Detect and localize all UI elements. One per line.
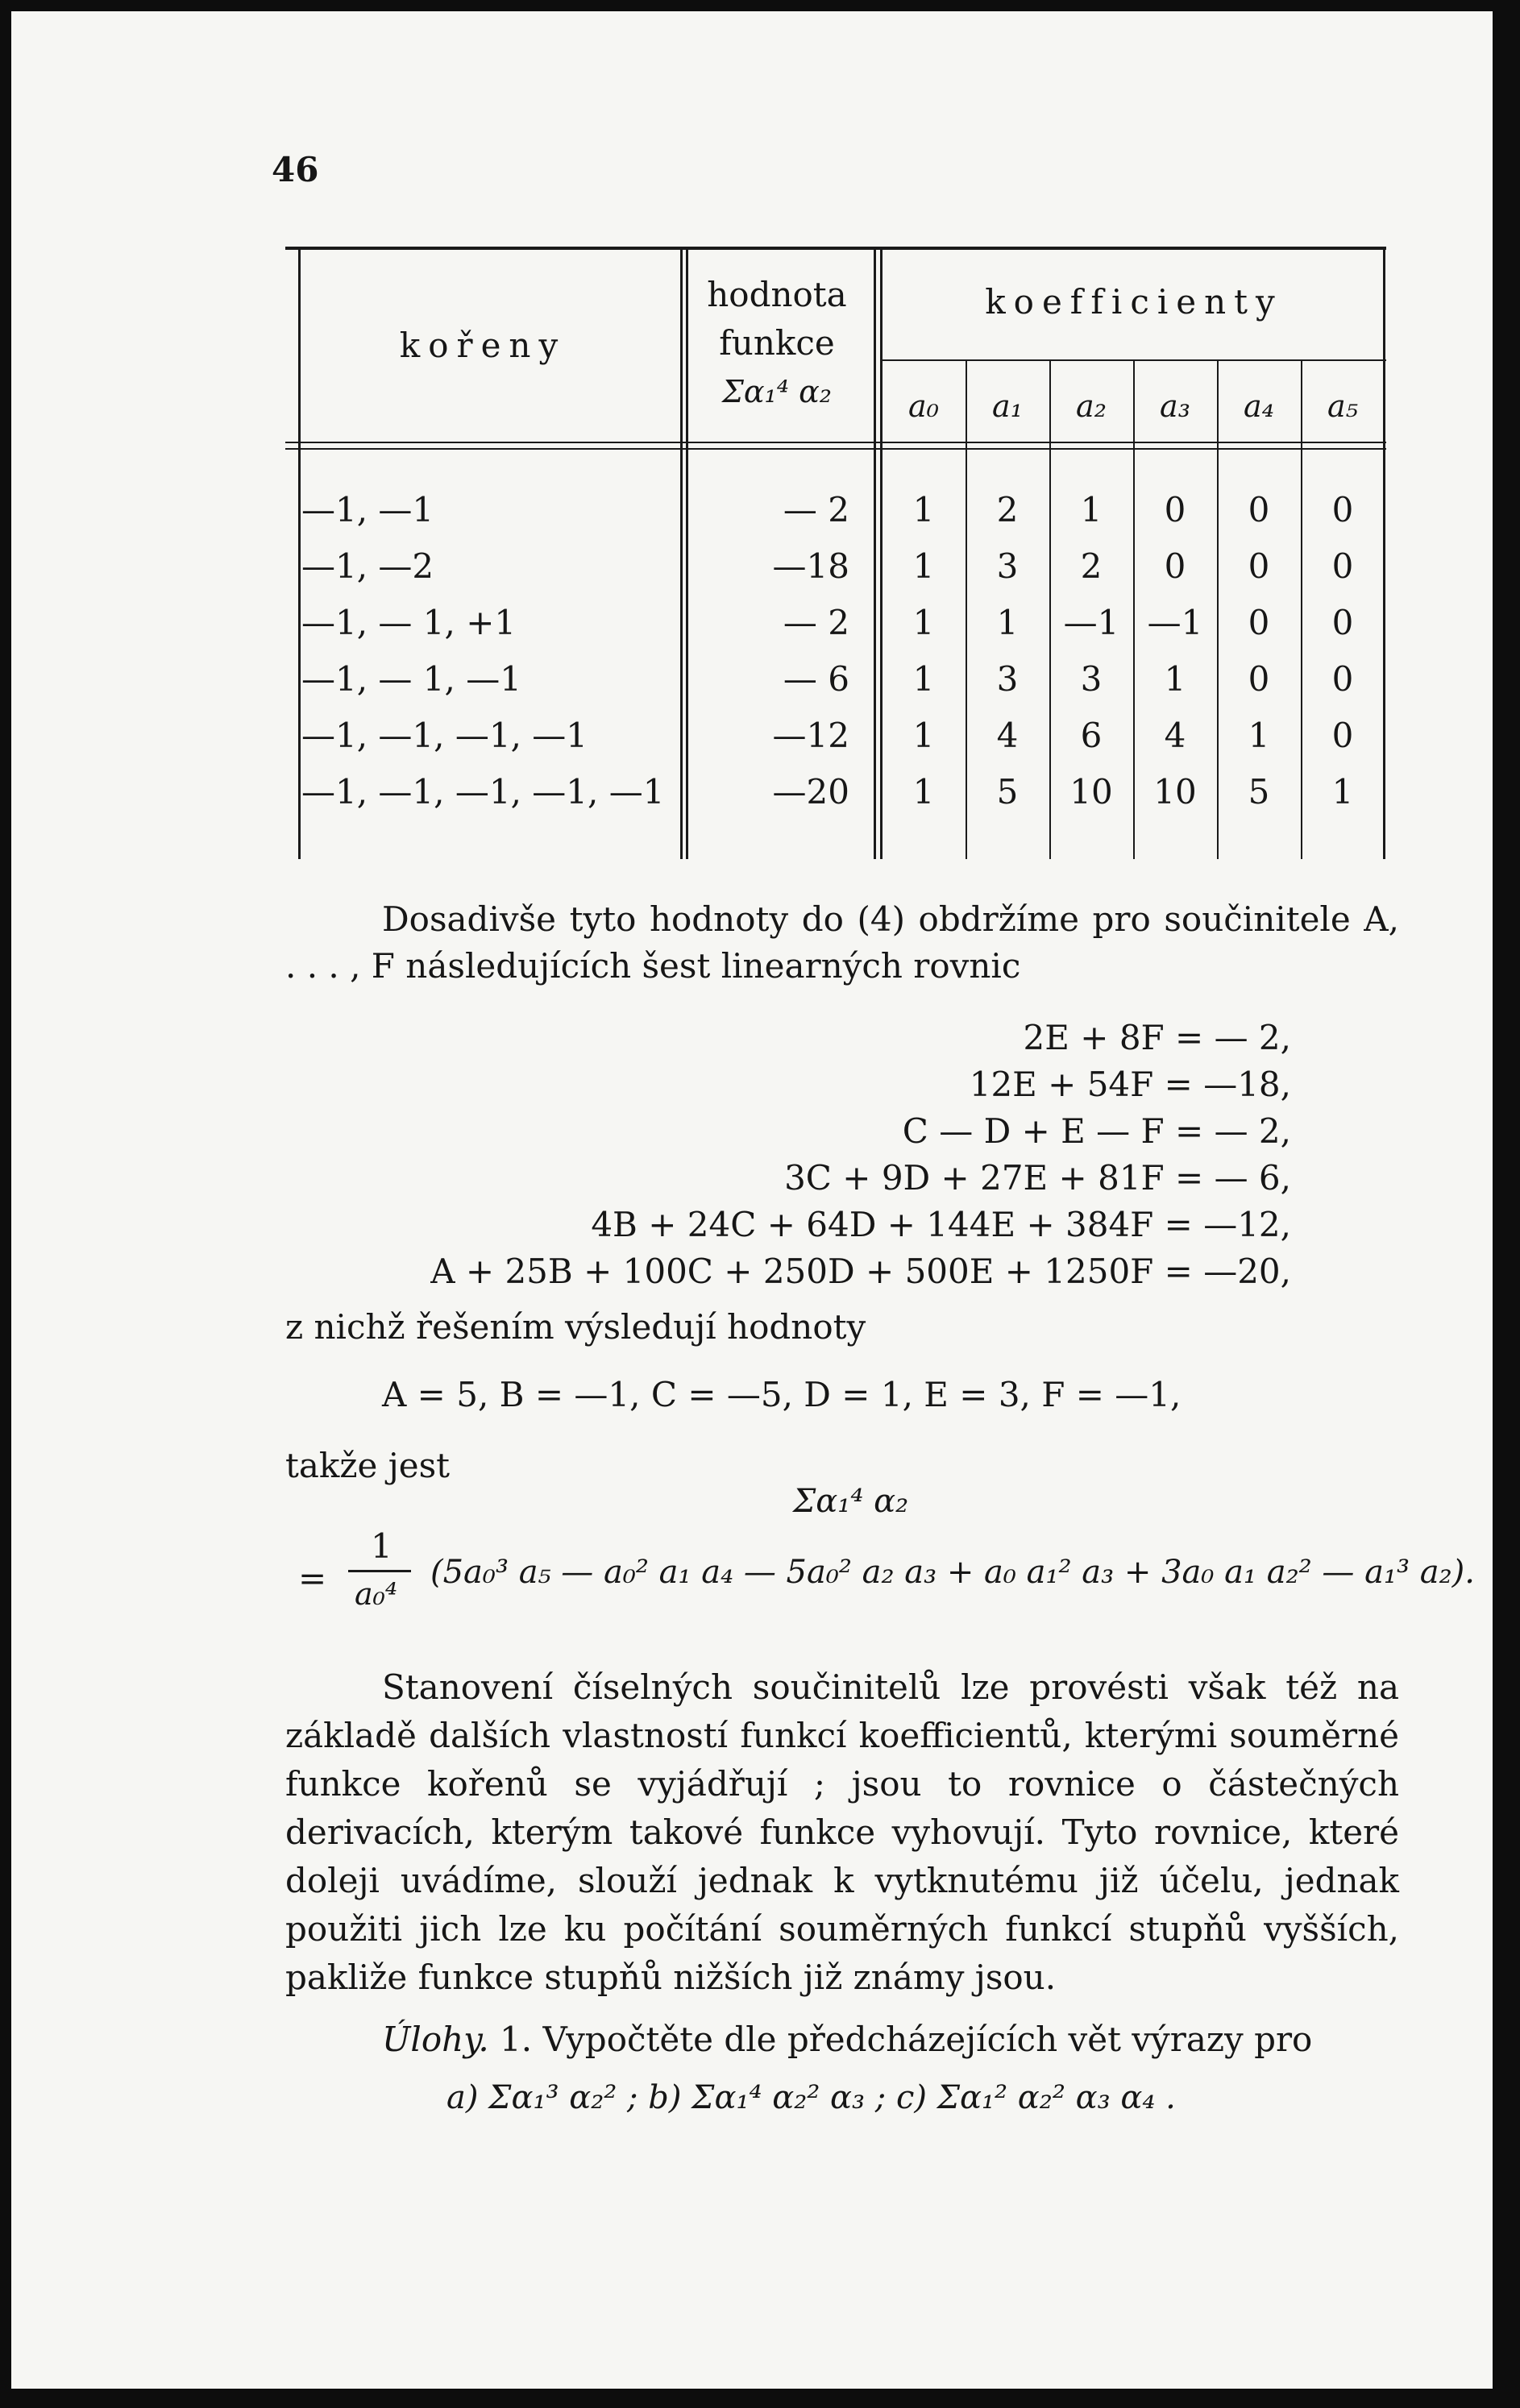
table-cell-coef-a2: 6 (1080, 716, 1103, 755)
table-cell-coef-a0: 1 (912, 490, 935, 529)
table-cell-coef-a1: 2 (996, 490, 1019, 529)
table-cell-roots: —1, —2 (301, 546, 434, 586)
table-cell-coef-a1: 5 (996, 772, 1019, 812)
equation-3: C — D + E — F = — 2, (902, 1111, 1291, 1151)
table-cell-coef-a2: 2 (1080, 546, 1103, 586)
formula-lhs: Σα₁⁴ α₂ (793, 1483, 909, 1520)
coef-header-a4: a₄ (1244, 388, 1274, 424)
header-rule-2 (285, 448, 1386, 450)
header-value-symbol: Σα₁⁴ α₂ (722, 374, 832, 409)
table-cell-value: —18 (772, 546, 849, 586)
formula-body: (5a₀³ a₅ — a₀² a₁ a₄ — 5a₀² a₂ a₃ + a₀ a₁² a₃ + 3a₀ a₁ a₂² — a₁³ a₂). (430, 1554, 1475, 1591)
task-text: 1. Vypočtěte dle předcházejících vět výrazy pro (500, 2020, 1313, 2059)
header-roots: kořeny (399, 326, 567, 365)
table-cell-coef-a4: 0 (1248, 490, 1270, 529)
table-cell-coef-a5: 0 (1331, 603, 1354, 642)
table-cell-coef-a4: 0 (1248, 659, 1270, 699)
header-rule-1 (285, 442, 1386, 443)
table-cell-coef-a0: 1 (912, 772, 935, 812)
table-cell-coef-a5: 1 (1331, 772, 1354, 812)
table-cell-coef-a3: 0 (1164, 546, 1186, 586)
paragraph-solution-intro: z nichž řešením výsledují hodnoty (285, 1307, 866, 1347)
paragraph-methods: Stanovení číselných součinitelů lze provésti však též na základě dalších vlastností funkcí koefficientů, kterými souměrné funkce kořenů se vyjádřují ; jsou to rovnice o částečných derivacích, kterým takové funkce vyhovují. Tyto rovnice, které doleji uvádíme, slouží jednak k vytknutému již účelu, jednak použiti jich lze ku počítání souměrných funkcí stupňů vyšších, pakliže funkce stupňů nižších již známy jsou. (285, 1667, 1399, 1997)
solution-values: A = 5, B = —1, C = —5, D = 1, E = 3, F = —1, (382, 1375, 1182, 1414)
table-top-rule (285, 247, 1386, 250)
table-cell-coef-a2: 10 (1069, 772, 1113, 812)
table-cell-roots: —1, —1, —1, —1, —1 (301, 772, 665, 812)
table-cell-roots: —1, —1 (301, 490, 434, 529)
coef-header-a3: a₃ (1160, 388, 1190, 424)
equation-4: 3C + 9D + 27E + 81F = — 6, (784, 1158, 1291, 1198)
table-cell-coef-a3: —1 (1147, 603, 1203, 642)
formula-eq-sign: = (298, 1559, 327, 1598)
table-cell-coef-a2: 1 (1080, 490, 1103, 529)
header-coefficients: koefficienty (985, 282, 1283, 322)
task-line (382, 2020, 1312, 2059)
table-cell-coef-a0: 1 (912, 716, 935, 755)
takze-jest: takže jest (285, 1446, 451, 1485)
table-cell-coef-a4: 0 (1248, 603, 1270, 642)
coef-header-a2: a₂ (1076, 388, 1107, 424)
table-cell-coef-a5: 0 (1331, 490, 1354, 529)
table-cell-coef-a1: 4 (996, 716, 1019, 755)
table-cell-coef-a2: —1 (1063, 603, 1119, 642)
page-number: 46 (272, 150, 319, 189)
table-cell-coef-a3: 10 (1153, 772, 1197, 812)
equation-5: 4B + 24C + 64D + 144E + 384F = —12, (591, 1205, 1291, 1244)
table-cell-coef-a5: 0 (1331, 546, 1354, 586)
task-items: a) Σα₁³ α₂² ; b) Σα₁⁴ α₂² α₃ ; c) Σα₁² α₂² α₃ α₄ . (446, 2079, 1176, 2116)
table-cell-roots: —1, —1, —1, —1 (301, 716, 588, 755)
table-cell-value: —12 (772, 716, 849, 755)
table-cell-value: — 2 (783, 490, 849, 529)
table-cell-coef-a3: 1 (1164, 659, 1186, 699)
coef-header-a1: a₁ (992, 388, 1023, 424)
table-cell-coef-a3: 4 (1164, 716, 1186, 755)
header-value (680, 271, 874, 416)
table-cell-coef-a1: 3 (996, 546, 1019, 586)
header-value-line1: hodnota (707, 275, 847, 314)
fraction-bar (348, 1570, 411, 1572)
coef-header-a5: a₅ (1327, 388, 1358, 424)
fraction-numerator: 1 (371, 1526, 392, 1566)
paragraph-intro: Dosadivše tyto hodnoty do (4) obdržíme pro součinitele A, . . . , F následujících šest linearných rovnic (285, 899, 1399, 986)
table-cell-coef-a5: 0 (1331, 659, 1354, 699)
table-cell-value: — 6 (783, 659, 849, 699)
table-cell-coef-a0: 1 (912, 659, 935, 699)
table-cell-coef-a0: 1 (912, 603, 935, 642)
equation-1: 2E + 8F = — 2, (1023, 1018, 1291, 1057)
coef-header-a0: a₀ (908, 388, 939, 424)
table-cell-coef-a4: 0 (1248, 546, 1270, 586)
table-cell-coef-a5: 0 (1331, 716, 1354, 755)
equation-2: 12E + 54F = —18, (969, 1065, 1291, 1104)
col-rule-c (874, 247, 876, 859)
task-label: Úlohy. (382, 2020, 489, 2059)
book-page (11, 11, 1493, 2389)
header-value-line2: funkce (719, 323, 835, 363)
table-cell-roots: —1, — 1, +1 (301, 603, 517, 642)
table-cell-value: — 2 (783, 603, 849, 642)
roots-coefficients-table (285, 247, 1386, 859)
table-cell-coef-a1: 1 (996, 603, 1019, 642)
table-cell-coef-a4: 1 (1248, 716, 1270, 755)
equation-system (285, 1014, 1291, 1291)
table-cell-value: —20 (772, 772, 849, 812)
equation-6: A + 25B + 100C + 250D + 500E + 1250F = —20, (430, 1252, 1291, 1291)
table-cell-coef-a0: 1 (912, 546, 935, 586)
table-cell-coef-a3: 0 (1164, 490, 1186, 529)
fraction-denominator: a₀⁴ (355, 1576, 398, 1612)
table-cell-coef-a4: 5 (1248, 772, 1270, 812)
table-cell-coef-a1: 3 (996, 659, 1019, 699)
table-cell-coef-a2: 3 (1080, 659, 1103, 699)
table-cell-roots: —1, — 1, —1 (301, 659, 521, 699)
